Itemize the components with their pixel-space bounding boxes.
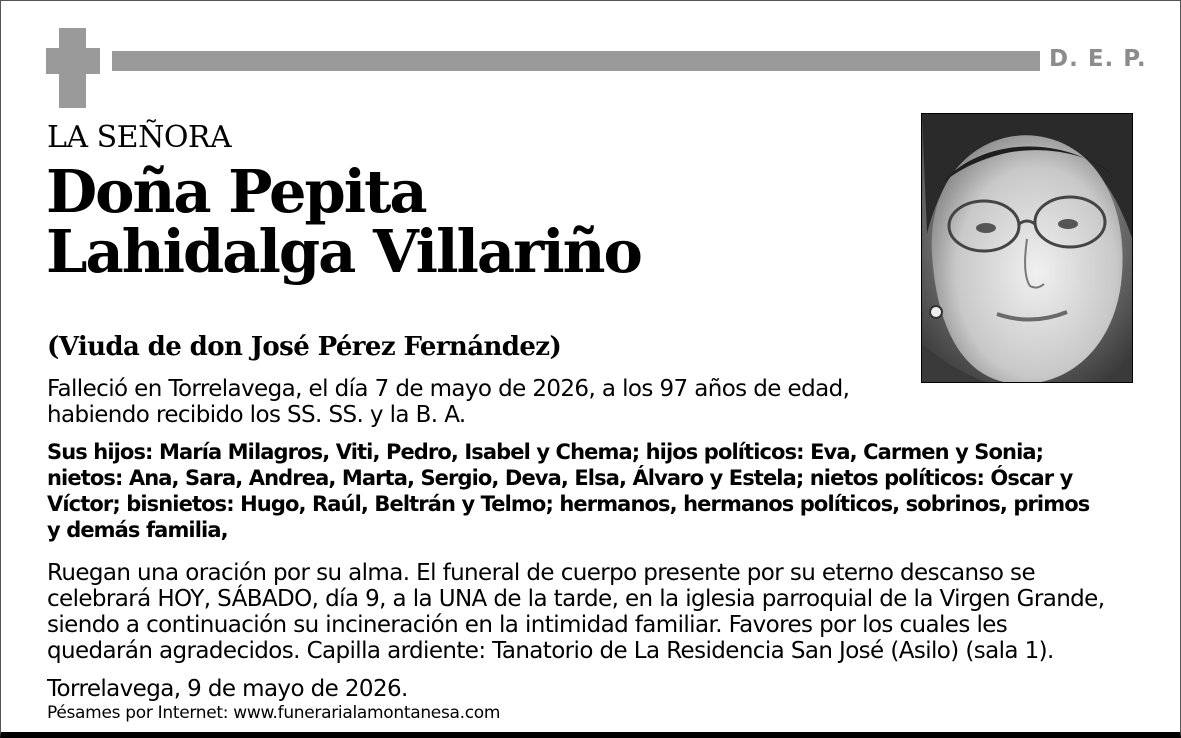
- text-line: nietos: Ana, Sara, Andrea, Marta, Sergio, Deva, Elsa, Álvaro y Estela; nietos políticos: Óscar y: [47, 466, 1073, 490]
- place-date: Torrelavega, 9 de mayo de 2026.: [47, 676, 408, 702]
- portrait-photo: [921, 113, 1133, 383]
- text-line: quedarán agradecidos. Capilla ardiente: Tanatorio de La Residencia San José (Asilo) (sala 1).: [47, 638, 1054, 664]
- text-line: celebrará HOY, SÁBADO, día 9, a la UNA de la tarde, en la iglesia parroquial de la Virgen Grande,: [47, 586, 1105, 612]
- intro-label: LA SEÑORA: [47, 120, 232, 155]
- text-line: Ruegan una oración por su alma. El funeral de cuerpo presente por su eterno descanso se: [47, 560, 1035, 586]
- widow-note: (Viuda de don José Pérez Fernández): [47, 332, 562, 362]
- text-line: y demás familia,: [47, 518, 228, 542]
- header-bar: [112, 51, 1040, 71]
- text-line: Víctor; bisnietos: Hugo, Raúl, Beltrán y Telmo; hermanos, hermanos políticos, sobrinos, primos: [47, 492, 1090, 516]
- cross-icon-arm: [46, 48, 100, 74]
- death-paragraph: [47, 376, 849, 428]
- text-line: siendo a continuación su incineración en la intimidad familiar. Favores por los cuales les: [47, 612, 1008, 638]
- name-line-2: Lahidalga Villariño: [46, 217, 641, 286]
- condolences-footer: Pésames por Internet: www.funerarialamontanesa.com: [47, 703, 501, 723]
- text-line: habiendo recibido los SS. SS. y la B. A.: [47, 402, 466, 428]
- name-line-1: Doña Pepita: [46, 157, 426, 226]
- text-line: Falleció en Torrelavega, el día 7 de mayo de 2026, a los 97 años de edad,: [47, 376, 850, 402]
- dep-label: D. E. P.: [1049, 46, 1147, 72]
- text-line: Sus hijos: María Milagros, Viti, Pedro, Isabel y Chema; hijos políticos: Eva, Carmen y Sonia;: [47, 440, 1044, 464]
- family-paragraph: [47, 439, 1089, 543]
- deceased-name: [46, 157, 641, 286]
- funeral-paragraph: [47, 560, 1104, 664]
